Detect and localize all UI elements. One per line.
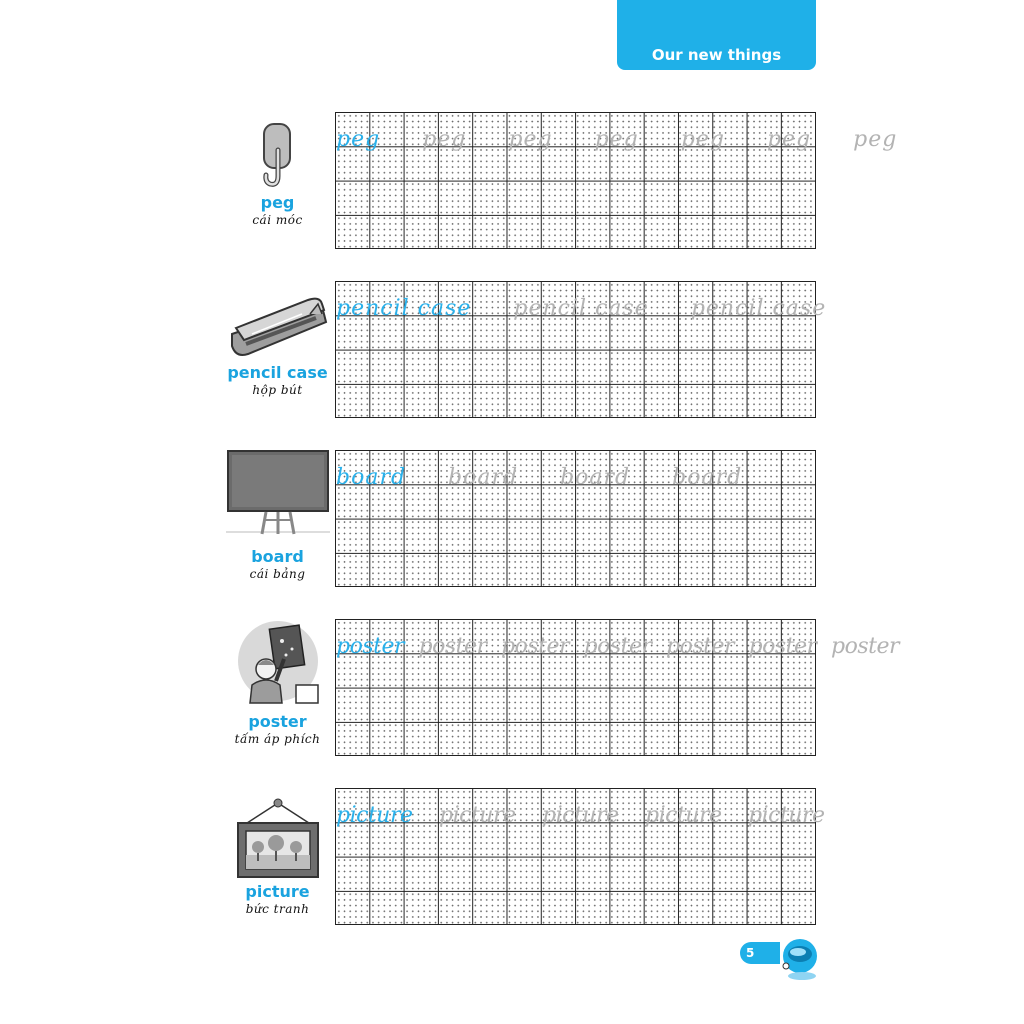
writing-grid-peg[interactable] [335, 112, 898, 249]
vocab-translation: cái bảng [249, 567, 306, 581]
page-number-badge [740, 942, 780, 964]
trace-word: poster [831, 634, 899, 659]
vocab-item-board [220, 450, 335, 582]
trace-word: picture [645, 803, 722, 828]
vocab-translation: hộp bút [252, 383, 303, 397]
trace-word: poster [418, 634, 487, 659]
trace-word: picture [748, 803, 825, 828]
trace-word: peg [853, 127, 898, 152]
vocab-item-peg [220, 120, 335, 228]
trace-word: pencil case [690, 296, 827, 321]
trace-word: peg [766, 127, 812, 152]
tracing-line [336, 634, 899, 659]
writing-grid-picture[interactable] [335, 788, 825, 925]
vocab-word: poster [248, 712, 307, 731]
section-title: Our new things [651, 46, 782, 64]
picture-frame-icon [230, 797, 326, 881]
model-word: board [336, 465, 407, 490]
trace-word: peg [680, 127, 725, 152]
vocab-translation: cái móc [252, 213, 303, 227]
vocab-word: board [251, 547, 304, 566]
tracing-line [336, 296, 826, 321]
tracing-line [336, 465, 742, 490]
model-word: poster [336, 634, 404, 659]
section-title-tab [617, 0, 816, 70]
model-word: peg [336, 127, 381, 152]
trace-word: poster [501, 634, 569, 659]
wall-hook-icon [248, 120, 308, 192]
pencil-case-icon [226, 290, 330, 362]
trace-word: peg [594, 127, 639, 152]
vocab-translation: tấm áp phích [234, 732, 321, 746]
trace-word: poster [748, 634, 817, 659]
writing-grid-poster[interactable] [335, 619, 899, 756]
board-icon [226, 450, 330, 540]
trace-word: board [560, 465, 631, 490]
vocab-item-picture [220, 797, 335, 917]
model-word: pencil case [336, 296, 472, 321]
trace-word: peg [508, 127, 553, 152]
trace-word: pencil case [513, 296, 649, 321]
vocab-word: picture [245, 882, 310, 901]
trace-word: poster [666, 634, 734, 659]
vocab-word: peg [260, 193, 295, 212]
tracing-line [336, 803, 825, 828]
trace-word: poster [583, 634, 652, 659]
model-word: picture [336, 803, 413, 828]
vocab-translation: bức tranh [245, 902, 310, 916]
writing-grid-pencil-case[interactable] [335, 281, 827, 418]
trace-word: picture [439, 803, 516, 828]
trace-word: board [672, 465, 743, 490]
vocab-word: pencil case [227, 363, 328, 382]
trace-word: peg [422, 127, 467, 152]
mascot-icon [778, 932, 818, 982]
trace-word: picture [542, 803, 619, 828]
tracing-line [336, 127, 897, 152]
vocab-item-poster [220, 615, 335, 747]
poster-icon [236, 615, 320, 707]
page-number: 5 [746, 946, 755, 960]
trace-word: board [448, 465, 519, 490]
writing-grid-board[interactable] [335, 450, 816, 587]
vocab-item-pencil-case [220, 290, 335, 398]
